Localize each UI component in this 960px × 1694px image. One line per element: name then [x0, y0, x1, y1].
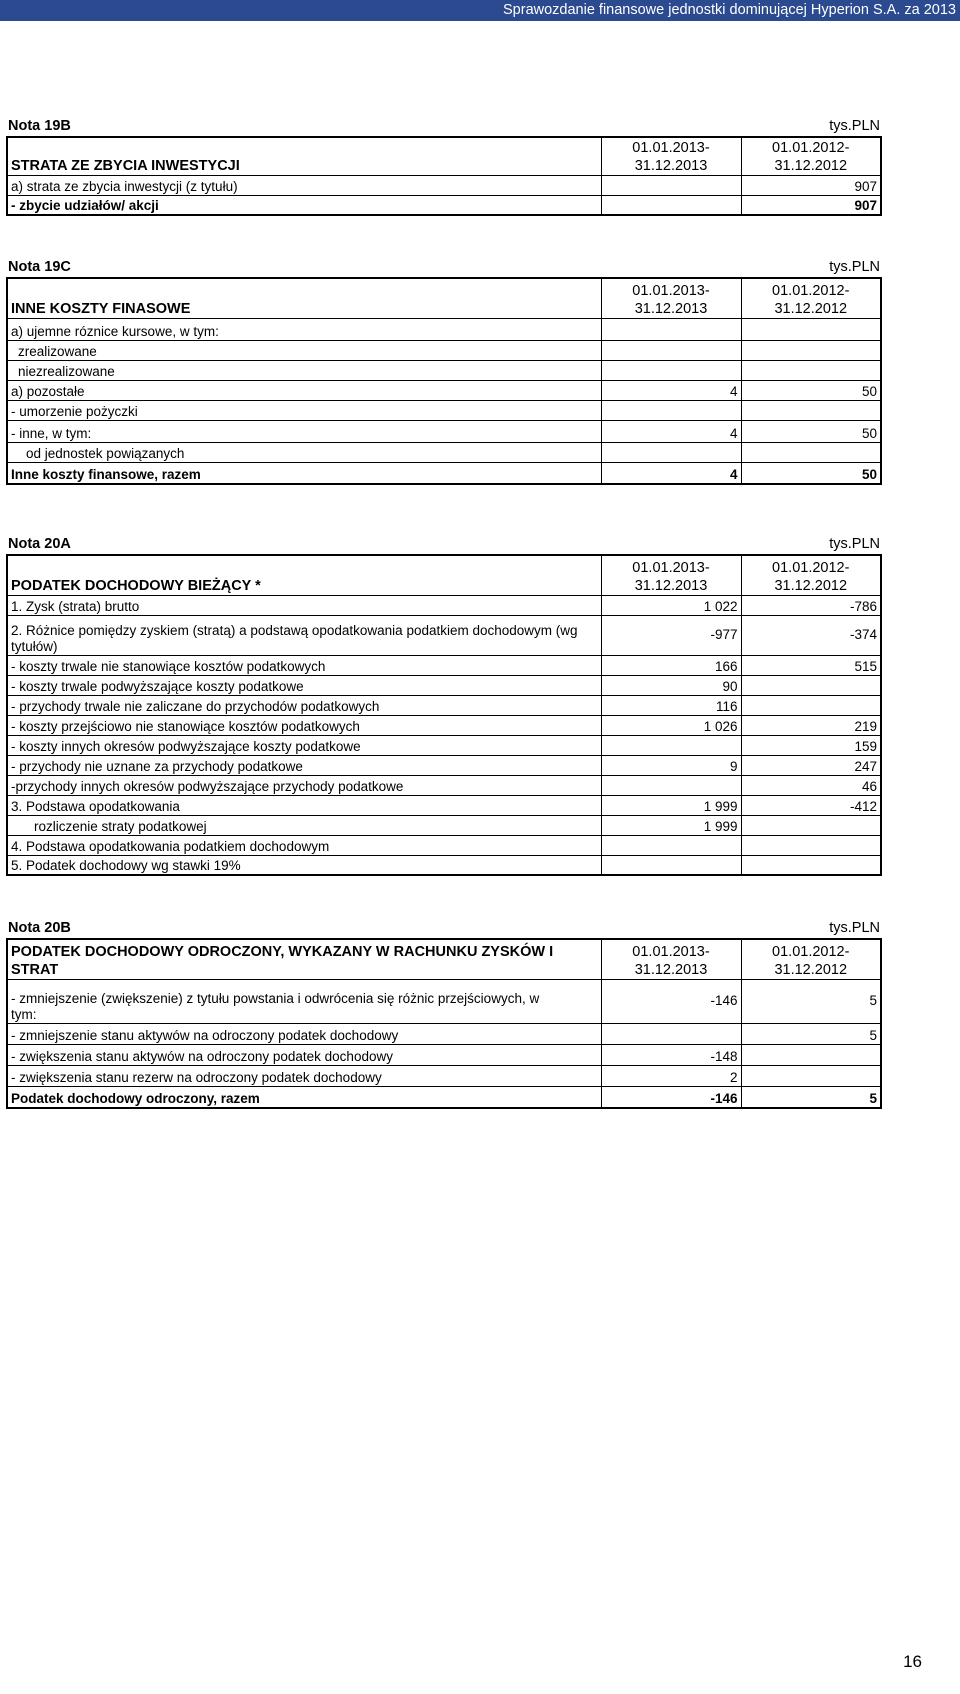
- row-label: - koszty trwale nie stanowiące kosztów podatkowych: [7, 655, 601, 675]
- nota-20b: [6, 918, 880, 1109]
- row-label: 4. Podstawa opodatkowania podatkiem dochodowym: [7, 835, 601, 855]
- note-label: Nota 20B: [8, 920, 71, 936]
- table-row: [7, 835, 881, 855]
- row-label: rozliczenie straty podatkowej: [7, 815, 601, 835]
- value-2012: [741, 1044, 881, 1065]
- value-2013: [601, 175, 741, 195]
- table-row: [7, 195, 881, 215]
- row-label: a) pozostałe: [7, 380, 601, 400]
- table-header-row: [7, 137, 881, 175]
- value-2012: -412: [741, 795, 881, 815]
- period-2013: 01.01.2013- 31.12.2013: [601, 137, 741, 175]
- row-label: - zmniejszenie stanu aktywów na odroczony podatek dochodowy: [7, 1023, 601, 1044]
- value-2013: [601, 195, 741, 215]
- table-title: STRATA ZE ZBYCIA INWESTYCJI: [7, 137, 601, 175]
- table-title: INNE KOSZTY FINASOWE: [7, 278, 601, 318]
- value-2012: [741, 855, 881, 875]
- table-title: PODATEK DOCHODOWY BIEŻĄCY *: [7, 555, 601, 595]
- value-2012: 515: [741, 655, 881, 675]
- value-2013: 90: [601, 675, 741, 695]
- row-label: - koszty trwale podwyższające koszty podatkowe: [7, 675, 601, 695]
- note-header: [6, 257, 880, 277]
- table-title: PODATEK DOCHODOWY ODROCZONY, WYKAZANY W RACHUNKU ZYSKÓW I STRAT: [7, 939, 601, 979]
- value-2012: -786: [741, 595, 881, 615]
- table-row: [7, 595, 881, 615]
- unit-label: tys.PLN: [829, 118, 880, 134]
- value-2012: 219: [741, 715, 881, 735]
- value-2012: [741, 835, 881, 855]
- row-label: 3. Podstawa opodatkowania: [7, 795, 601, 815]
- row-label: niezrealizowane: [7, 360, 601, 380]
- value-2013: [601, 318, 741, 340]
- value-2013: 1 999: [601, 795, 741, 815]
- table-row: [7, 815, 881, 835]
- row-label: 5. Podatek dochodowy wg stawki 19%: [7, 855, 601, 875]
- table-nota-19b: [6, 136, 882, 216]
- unit-label: tys.PLN: [829, 536, 880, 552]
- value-2012: [741, 442, 881, 462]
- table-row: [7, 979, 881, 1023]
- table-row: [7, 442, 881, 462]
- value-2013: 116: [601, 695, 741, 715]
- value-2013: [601, 735, 741, 755]
- period-2012: 01.01.2012- 31.12.2012: [741, 278, 881, 318]
- row-label: - umorzenie pożyczki: [7, 400, 601, 420]
- period-2012: 01.01.2012- 31.12.2012: [741, 555, 881, 595]
- value-2013: -146: [601, 979, 741, 1023]
- value-2012: 5: [741, 1023, 881, 1044]
- note-header: [6, 534, 880, 554]
- document-header: [0, 0, 960, 21]
- row-label: - przychody trwale nie zaliczane do przychodów podatkowych: [7, 695, 601, 715]
- table-row: [7, 340, 881, 360]
- value-2012: [741, 1065, 881, 1086]
- note-label: Nota 20A: [8, 536, 71, 552]
- value-2013: 1 026: [601, 715, 741, 735]
- table-row: [7, 318, 881, 340]
- table-row: [7, 855, 881, 875]
- row-label: zrealizowane: [7, 340, 601, 360]
- value-2012: [741, 340, 881, 360]
- value-2013: [601, 855, 741, 875]
- note-label: Nota 19B: [8, 118, 71, 134]
- table-row: [7, 360, 881, 380]
- value-2012: 50: [741, 420, 881, 442]
- value-2012: 247: [741, 755, 881, 775]
- table-row: [7, 715, 881, 735]
- unit-label: tys.PLN: [829, 920, 880, 936]
- row-label: od jednostek powiązanych: [7, 442, 601, 462]
- row-label: 2. Różnice pomiędzy zyskiem (stratą) a podstawą opodatkowania podatkiem dochodowym (wg tytułów): [7, 615, 601, 655]
- row-label: - koszty przejściowo nie stanowiące kosztów podatkowych: [7, 715, 601, 735]
- table-row: [7, 795, 881, 815]
- value-2012: -374: [741, 615, 881, 655]
- total-2012: 50: [741, 462, 881, 484]
- table-row: [7, 1023, 881, 1044]
- period-2012: 01.01.2012- 31.12.2012: [741, 939, 881, 979]
- value-2012: 907: [741, 195, 881, 215]
- value-2012: 46: [741, 775, 881, 795]
- value-2012: [741, 400, 881, 420]
- table-nota-20b: [6, 938, 882, 1109]
- value-2013: 2: [601, 1065, 741, 1086]
- value-2012: [741, 695, 881, 715]
- table-row: [7, 615, 881, 655]
- value-2012: 50: [741, 380, 881, 400]
- table-nota-19c: [6, 277, 882, 485]
- value-2013: -977: [601, 615, 741, 655]
- value-2012: 907: [741, 175, 881, 195]
- row-label: - koszty innych okresów podwyższające koszty podatkowe: [7, 735, 601, 755]
- header-text: Sprawozdanie finansowe jednostki dominującej Hyperion S.A. za 2013: [503, 2, 956, 18]
- row-label: 1. Zysk (strata) brutto: [7, 595, 601, 615]
- total-2013: 4: [601, 462, 741, 484]
- value-2012: [741, 318, 881, 340]
- unit-label: tys.PLN: [829, 259, 880, 275]
- row-label: a) ujemne róznice kursowe, w tym:: [7, 318, 601, 340]
- table-header-row: [7, 555, 881, 595]
- period-2012: 01.01.2012- 31.12.2012: [741, 137, 881, 175]
- value-2013: [601, 340, 741, 360]
- table-row: [7, 420, 881, 442]
- note-header: [6, 116, 880, 136]
- table-row: [7, 1044, 881, 1065]
- table-row: [7, 1065, 881, 1086]
- row-label: - przychody nie uznane za przychody podatkowe: [7, 755, 601, 775]
- value-2013: [601, 775, 741, 795]
- row-label: a) strata ze zbycia inwestycji (z tytułu): [7, 175, 601, 195]
- note-label: Nota 19C: [8, 259, 71, 275]
- row-label: - zwiększenia stanu aktywów na odroczony podatek dochodowy: [7, 1044, 601, 1065]
- table-total-row: [7, 462, 881, 484]
- row-label: - inne, w tym:: [7, 420, 601, 442]
- nota-20a: [6, 534, 880, 876]
- table-row: [7, 380, 881, 400]
- table-row: [7, 675, 881, 695]
- value-2012: 159: [741, 735, 881, 755]
- table-total-row: [7, 1086, 881, 1108]
- nota-19c: [6, 257, 880, 485]
- table-row: [7, 400, 881, 420]
- nota-19b: [6, 116, 880, 216]
- value-2013: [601, 442, 741, 462]
- table-row: [7, 735, 881, 755]
- value-2013: 4: [601, 380, 741, 400]
- value-2013: 1 022: [601, 595, 741, 615]
- value-2013: 166: [601, 655, 741, 675]
- value-2013: [601, 360, 741, 380]
- total-2013: -146: [601, 1086, 741, 1108]
- value-2012: [741, 815, 881, 835]
- row-label: - zwiększenia stanu rezerw na odroczony podatek dochodowy: [7, 1065, 601, 1086]
- total-2012: 5: [741, 1086, 881, 1108]
- value-2012: 5: [741, 979, 881, 1023]
- value-2013: [601, 835, 741, 855]
- row-label: -przychody innych okresów podwyższające przychody podatkowe: [7, 775, 601, 795]
- table-row: [7, 695, 881, 715]
- value-2013: 4: [601, 420, 741, 442]
- row-label: - zbycie udziałów/ akcji: [7, 195, 601, 215]
- value-2013: -148: [601, 1044, 741, 1065]
- row-label: - zmniejszenie (zwiększenie) z tytułu powstania i odwrócenia się różnic przejściowych, w tym:: [7, 979, 601, 1023]
- table-row: [7, 755, 881, 775]
- table-header-row: [7, 278, 881, 318]
- value-2013: [601, 400, 741, 420]
- value-2012: [741, 360, 881, 380]
- value-2012: [741, 675, 881, 695]
- value-2013: 9: [601, 755, 741, 775]
- period-2013: 01.01.2013- 31.12.2013: [601, 278, 741, 318]
- table-header-row: [7, 939, 881, 979]
- value-2013: [601, 1023, 741, 1044]
- table-row: [7, 655, 881, 675]
- period-2013: 01.01.2013- 31.12.2013: [601, 939, 741, 979]
- page-number: 16: [903, 1652, 922, 1671]
- table-row: [7, 775, 881, 795]
- note-header: [6, 918, 880, 938]
- table-nota-20a: [6, 554, 882, 876]
- value-2013: 1 999: [601, 815, 741, 835]
- period-2013: 01.01.2013- 31.12.2013: [601, 555, 741, 595]
- total-label: Podatek dochodowy odroczony, razem: [7, 1086, 601, 1108]
- table-row: [7, 175, 881, 195]
- total-label: Inne koszty finansowe, razem: [7, 462, 601, 484]
